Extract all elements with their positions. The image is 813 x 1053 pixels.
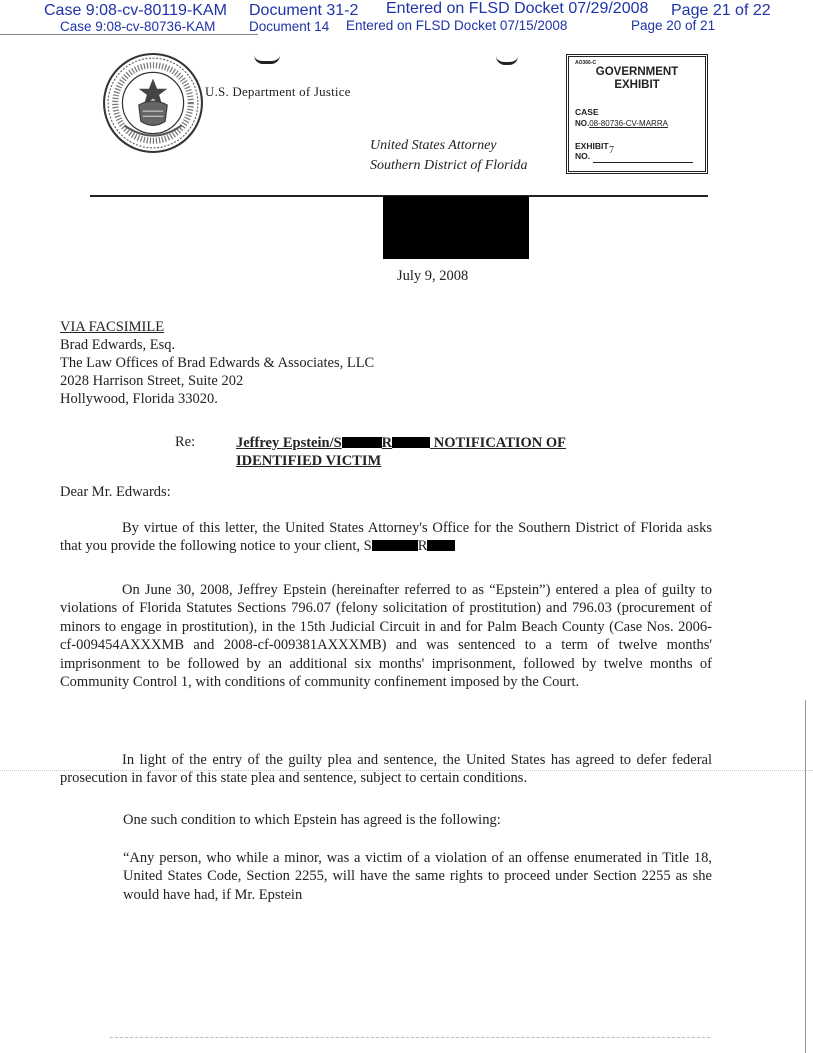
exhibit-case-value: 08-80736-CV-MARRA — [589, 119, 668, 128]
exhibit-title-line-2: EXHIBIT — [614, 79, 660, 91]
letter-date: July 9, 2008 — [397, 268, 469, 284]
exhibit-no-label: NO. — [575, 119, 590, 128]
case-number-secondary: Case 9:08-cv-80736-KAM — [60, 19, 216, 34]
subject-line-1 — [236, 434, 566, 452]
office-line-2: Southern District of Florida — [370, 158, 528, 173]
paragraph-2: On June 30, 2008, Jeffrey Epstein (hereinafter referred to as “Epstein”) entered a plea of guilty to violations of Florida Statutes Sections 796.07 (felony solicitation of prostitution) and 796.03 (procurement of minors to engage in prostitution), in the 15th Judicial Circuit in and for Palm Beach County (Case Nos. 2006-cf-009454AXXXMB and 2008-cf-009381AXXXMB) and was sentenced to a term of twelve months' imprisonment to be followed by an additional six months' imprisonment, followed by twelve months of Community Control 1, with conditions of community confinement imposed by the Court. — [60, 582, 712, 691]
page-number-secondary: Page 20 of 21 — [631, 18, 716, 33]
addressee-street: 2028 Harrison Street, Suite 202 — [60, 373, 244, 389]
exhibit-underline — [593, 162, 693, 163]
scan-artifact-bottom — [110, 1037, 710, 1038]
salutation: Dear Mr. Edwards: — [60, 484, 171, 500]
subject-line-2: IDENTIFIED VICTIM — [236, 453, 382, 469]
office-line-1: United States Attorney — [370, 138, 497, 153]
exhibit-number-label-line-2: NO. — [575, 151, 591, 161]
page-number-primary: Page 21 of 22 — [671, 2, 771, 19]
redaction-mark — [342, 437, 382, 448]
document-number-secondary: Document 14 — [249, 19, 330, 34]
redaction-mark — [427, 540, 455, 551]
delivery-method: VIA FACSIMILE — [60, 319, 165, 335]
office-name — [370, 136, 528, 176]
case-number-primary: Case 9:08-cv-80119-KAM — [44, 2, 227, 19]
addressee-name: Brad Edwards, Esq. — [60, 337, 176, 353]
exhibit-form-code: AO366-C — [575, 60, 597, 66]
subject-line — [236, 434, 566, 470]
paragraph-1-initial: R — [417, 538, 428, 555]
paragraph-3: In light of the entry of the guilty plea and sentence, the United States has agreed to defer federal prosecution in favor of this state plea and sentence, subject to certain conditions. — [60, 752, 712, 787]
address-block — [60, 318, 374, 408]
subject-part-b: R — [381, 435, 393, 451]
exhibit-number-label-line-1: EXHIBIT — [575, 141, 609, 151]
re-label: Re: — [175, 434, 196, 450]
scan-artifact-edge — [805, 700, 806, 1053]
paragraph-4: One such condition to which Epstein has agreed is the following: — [123, 812, 501, 828]
exhibit-title — [569, 66, 705, 92]
doj-seal-icon — [102, 52, 204, 154]
exhibit-number-value: 7 — [609, 145, 614, 156]
document-number-primary: Document 31-2 — [249, 2, 359, 19]
exhibit-sticker — [566, 54, 708, 174]
paragraph-1-text: By virtue of this letter, the United States Attorney's Office for the Southern District of Florida asks that you provide the following notice to your client, S — [60, 520, 712, 555]
scan-mark — [254, 55, 280, 64]
docket-entry-secondary: Entered on FLSD Docket 07/15/2008 — [346, 18, 568, 33]
scan-mark — [496, 56, 518, 65]
redaction-block — [383, 196, 529, 259]
exhibit-title-line-1: GOVERNMENT — [595, 66, 679, 78]
addressee-firm: The Law Offices of Brad Edwards & Associates, LLC — [60, 355, 375, 371]
paragraph-1 — [60, 519, 712, 556]
subject-part-c: NOTIFICATION OF — [433, 435, 567, 451]
redaction-mark — [372, 540, 418, 551]
subject-part-a: Jeffrey Epstein/S — [236, 435, 342, 451]
department-name: U.S. Department of Justice — [205, 84, 351, 99]
exhibit-case-number — [575, 119, 668, 129]
scan-artifact-line — [0, 770, 813, 771]
exhibit-number-label — [575, 141, 609, 161]
header-rule — [0, 34, 258, 35]
quoted-condition: “Any person, who while a minor, was a victim of a violation of an offense enumerated in Title 18, United States Code, Section 2255, will have the same rights to proceed under Section 2255 as she would have had, if Mr. Epstein — [123, 850, 712, 903]
addressee-city: Hollywood, Florida 33020. — [60, 391, 218, 407]
docket-entry-primary: Entered on FLSD Docket 07/29/2008 — [386, 0, 649, 17]
redaction-mark — [392, 437, 430, 448]
exhibit-case-label: CASE — [575, 107, 599, 117]
